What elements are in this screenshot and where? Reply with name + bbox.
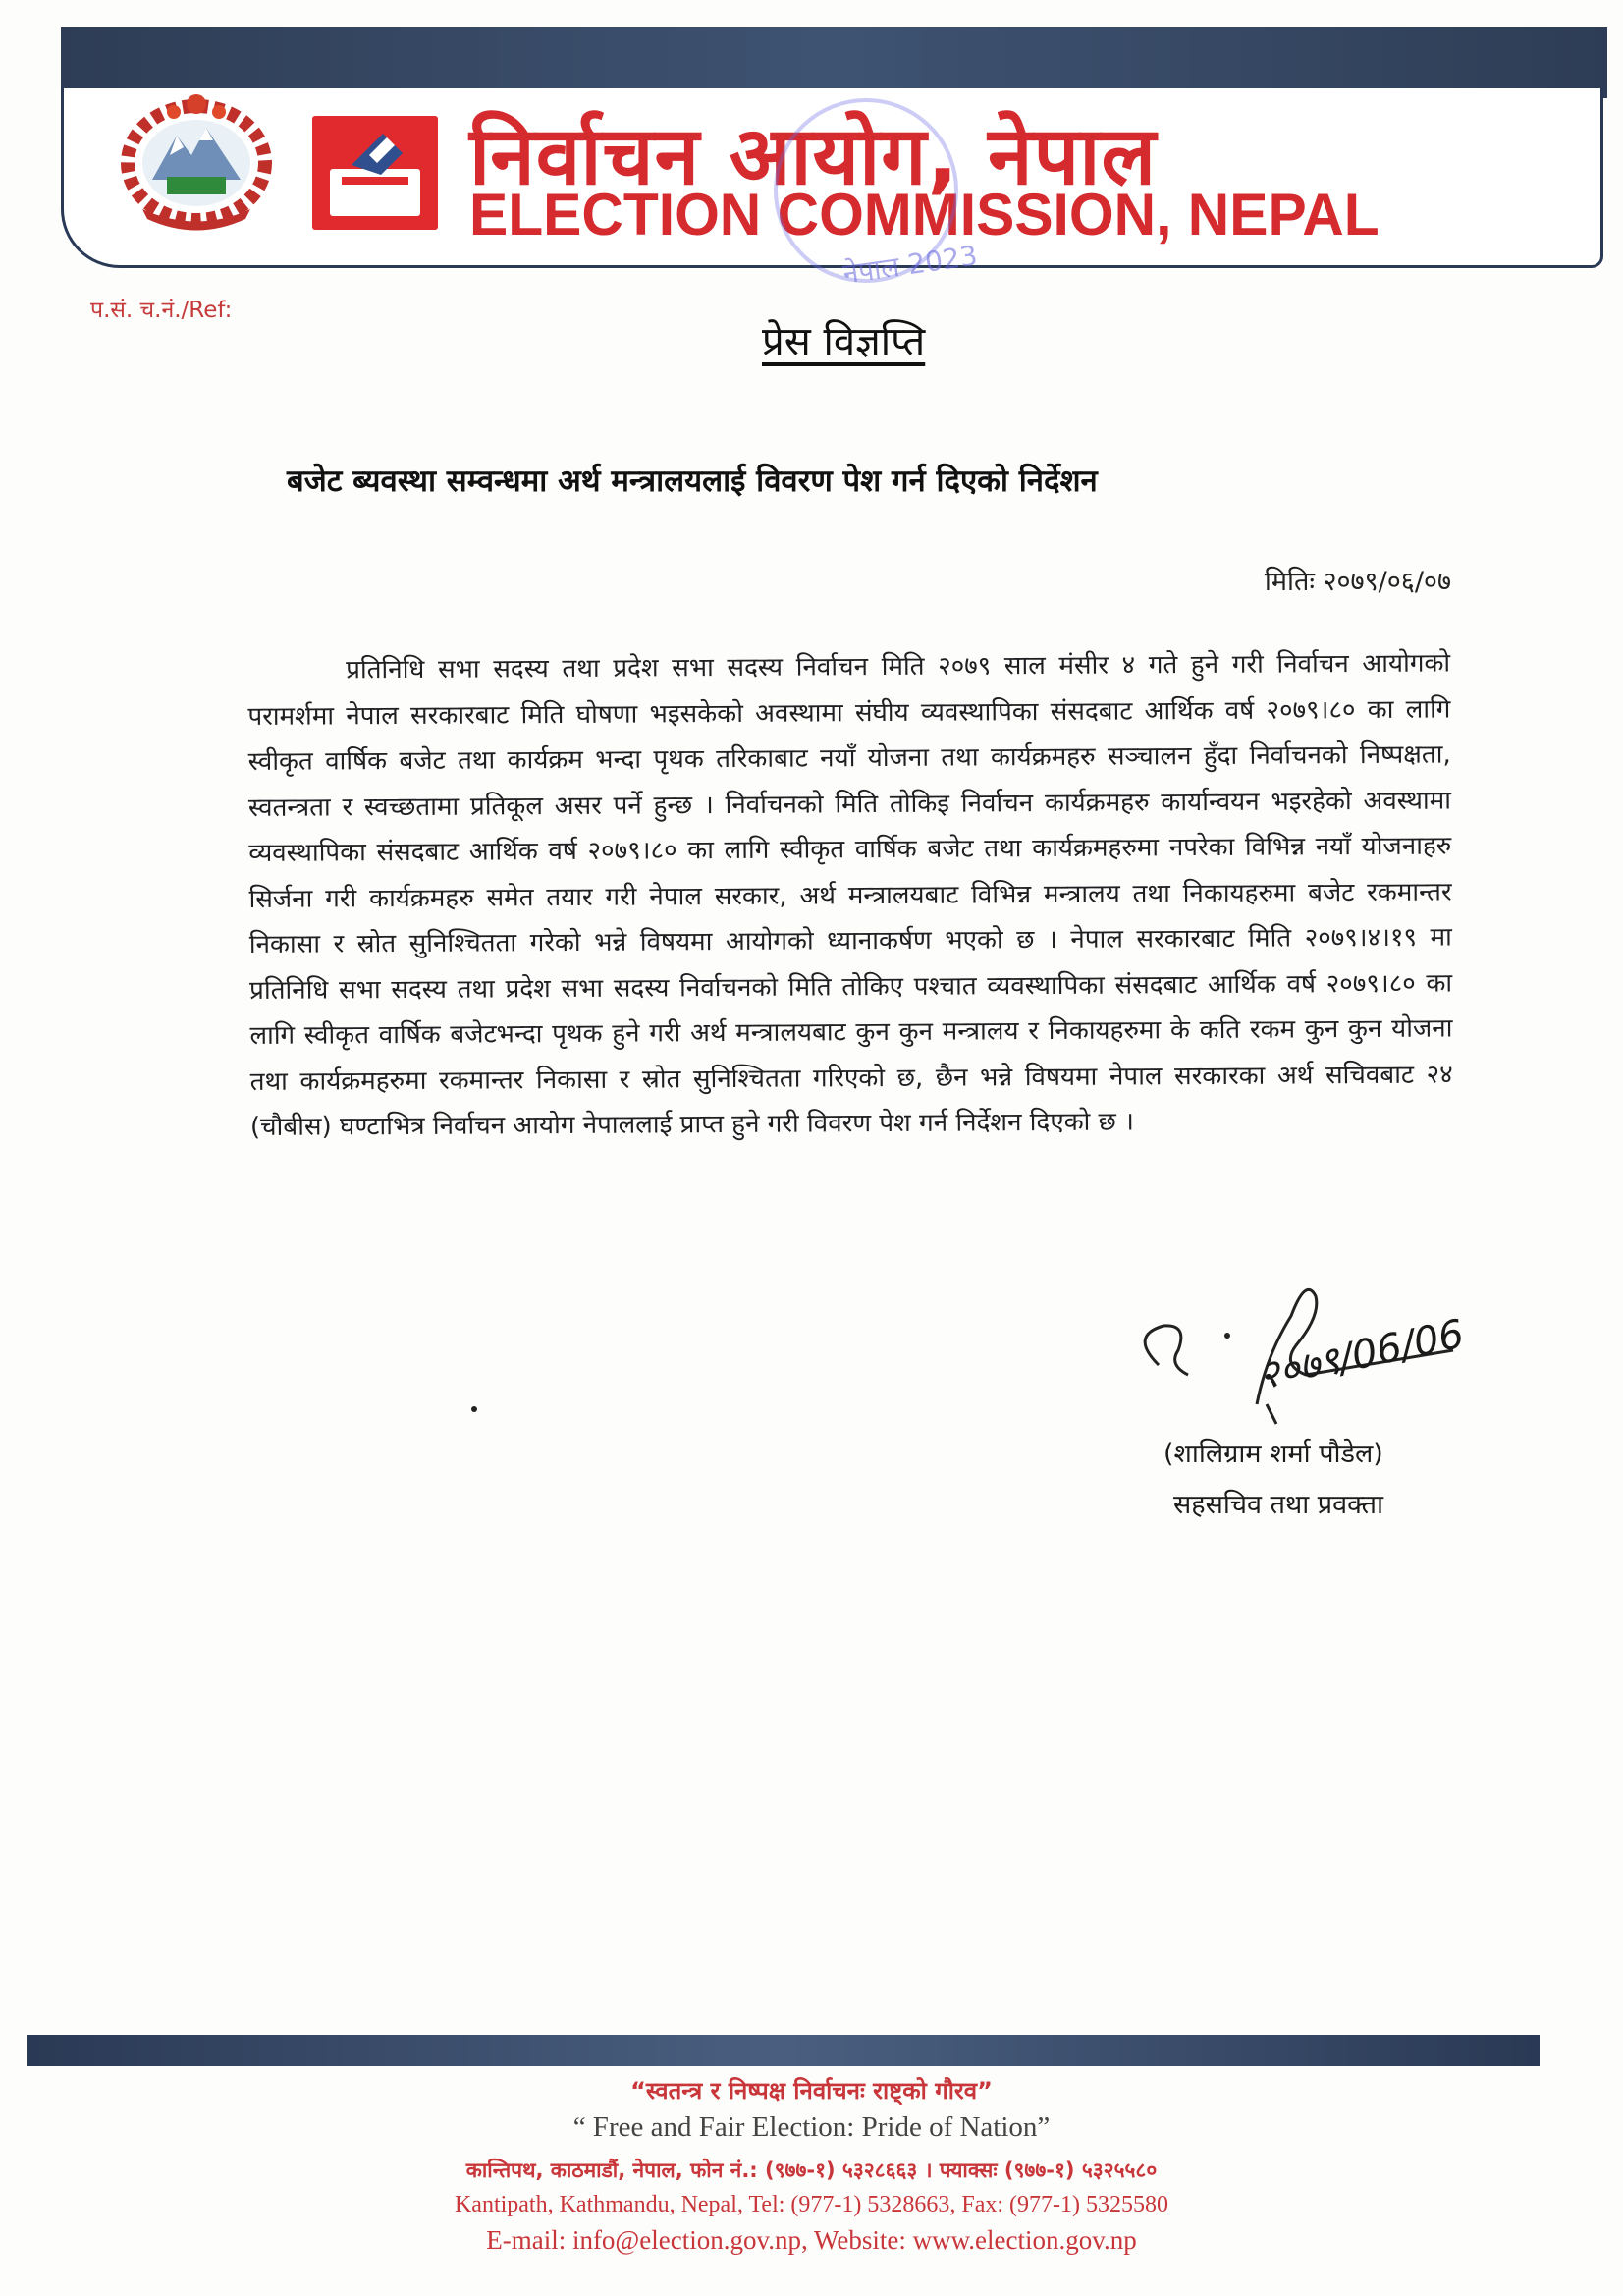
- signer-name: (शालिग्राम शर्मा पौडेल): [1163, 1439, 1383, 1469]
- nepal-emblem-icon: [113, 86, 280, 234]
- subject-heading: बजेट ब्यवस्था सम्वन्धमा अर्थ मन्त्रालयलाई विवरण पेश गर्न दिएको निर्देशन: [287, 464, 1098, 499]
- footer-address-nepali: कान्तिपथ, काठमाडौं, नेपाल, फोन नं.: (९७७-१) ५३२८६६३ । फ्याक्सः (९७७-१) ५३२५५८०: [465, 2159, 1158, 2182]
- footer-contact: E-mail: info@election.gov.np, Website: www.election.gov.np: [486, 2225, 1137, 2255]
- release-date: मितिः २०७९/०६/०७: [1264, 567, 1451, 597]
- footer-slogan-english: “ Free and Fair Election: Pride of Nation”: [572, 2111, 1051, 2143]
- ink-speck: [471, 1406, 477, 1412]
- footer-bar: [27, 2035, 1540, 2066]
- footer-slogan-nepali: “स्वतन्त्र र निष्पक्ष निर्वाचनः राष्ट्को गौरव”: [630, 2077, 993, 2105]
- handwritten-signature: [1119, 1257, 1492, 1434]
- stamp-text: नेपाल 2023: [840, 239, 980, 291]
- header-title-english: ELECTION COMMISSION, NEPAL: [469, 182, 1380, 247]
- signer-title: सहसचिव तथा प्रवक्ता: [1173, 1490, 1384, 1520]
- press-release-title: प्रेस विज्ञप्ति: [762, 319, 926, 364]
- body-paragraph: प्रतिनिधि सभा सदस्य तथा प्रदेश सभा सदस्य निर्वाचन मिति २०७९ साल मंसीर ४ गते हुने गरी निर्वाचन आयोगको परामर्शमा नेपाल सरकारबाट मिति घोषणा भइसकेको अवस्थामा संघीय व्यवस्थापिका संसदबाट आर्थिक वर्ष २०७९।८० का लागि स्वीकृत वार्षिक बजेट तथा कार्यक्रम भन्दा पृथक तरिकाबाट नयाँ योजना तथा कार्यक्रमहरु सञ्चालन हुँदा निर्वाचनको निष्पक्षता, स्वतन्त्रता र स्वच्छतामा प्रतिकूल असर पर्ने हुन्छ । निर्वाचनको मिति तोकिइ निर्वाचन कार्यक्रमहरु कार्यान्वयन भइरहेको अवस्थामा व्यवस्थापिका संसदबाट आर्थिक वर्ष २०७९।८० का लागि स्वीकृत वार्षिक बजेट तथा कार्यक्रमहरुमा नपरेका विभिन्न नयाँ योजनाहरु सिर्जना गरी कार्यक्रमहरु समेत तयार गरी नेपाल सरकार, अर्थ मन्त्रालयबाट विभिन्न मन्त्रालय तथा निकायहरुमा बजेट रकमान्तर निकासा र स्रोत सुनिश्चितता गरेको भन्ने विषयमा आयोगको ध्यानाकर्षण भएको छ । नेपाल सरकारबाट मिति २०७९।४।१९ मा प्रतिनिधि सभा सदस्य तथा प्रदेश सभा सदस्य निर्वाचनको मिति तोकिए पश्चात व्यवस्थापिका संसदबाट आर्थिक वर्ष २०७९।८० का लागि स्वीकृत वार्षिक बजेटभन्दा पृथक हुने गरी अर्थ मन्त्रालयबाट कुन कुन मन्त्रालय र निकायहरुमा के कति रकम कुन कुन योजना तथा कार्यक्रमहरुमा रकमान्तर निकासा र स्रोत सुनिश्चितता गरिएको छ, छैन भन्ने विषयमा नेपाल सरकारका अर्थ सचिवबाट २४ (चौबीस) घण्टाभित्र निर्वाचन आयोग नेपाललाई प्राप्त हुने गरी विवरण पेश गर्न निर्देशन दिएको छ ।: [247, 648, 1453, 1142]
- header-title-nepali: निर्वाचन आयोग, नेपाल: [469, 110, 1158, 203]
- signature-handwritten-date: २०७९/06/06: [1255, 1311, 1468, 1399]
- footer-address-english: Kantipath, Kathmandu, Nepal, Tel: (977-1) 5328663, Fax: (977-1) 5325580: [454, 2192, 1169, 2217]
- reference-label: प.सं. च.नं./Ref:: [90, 298, 233, 323]
- election-commission-logo: [312, 116, 438, 230]
